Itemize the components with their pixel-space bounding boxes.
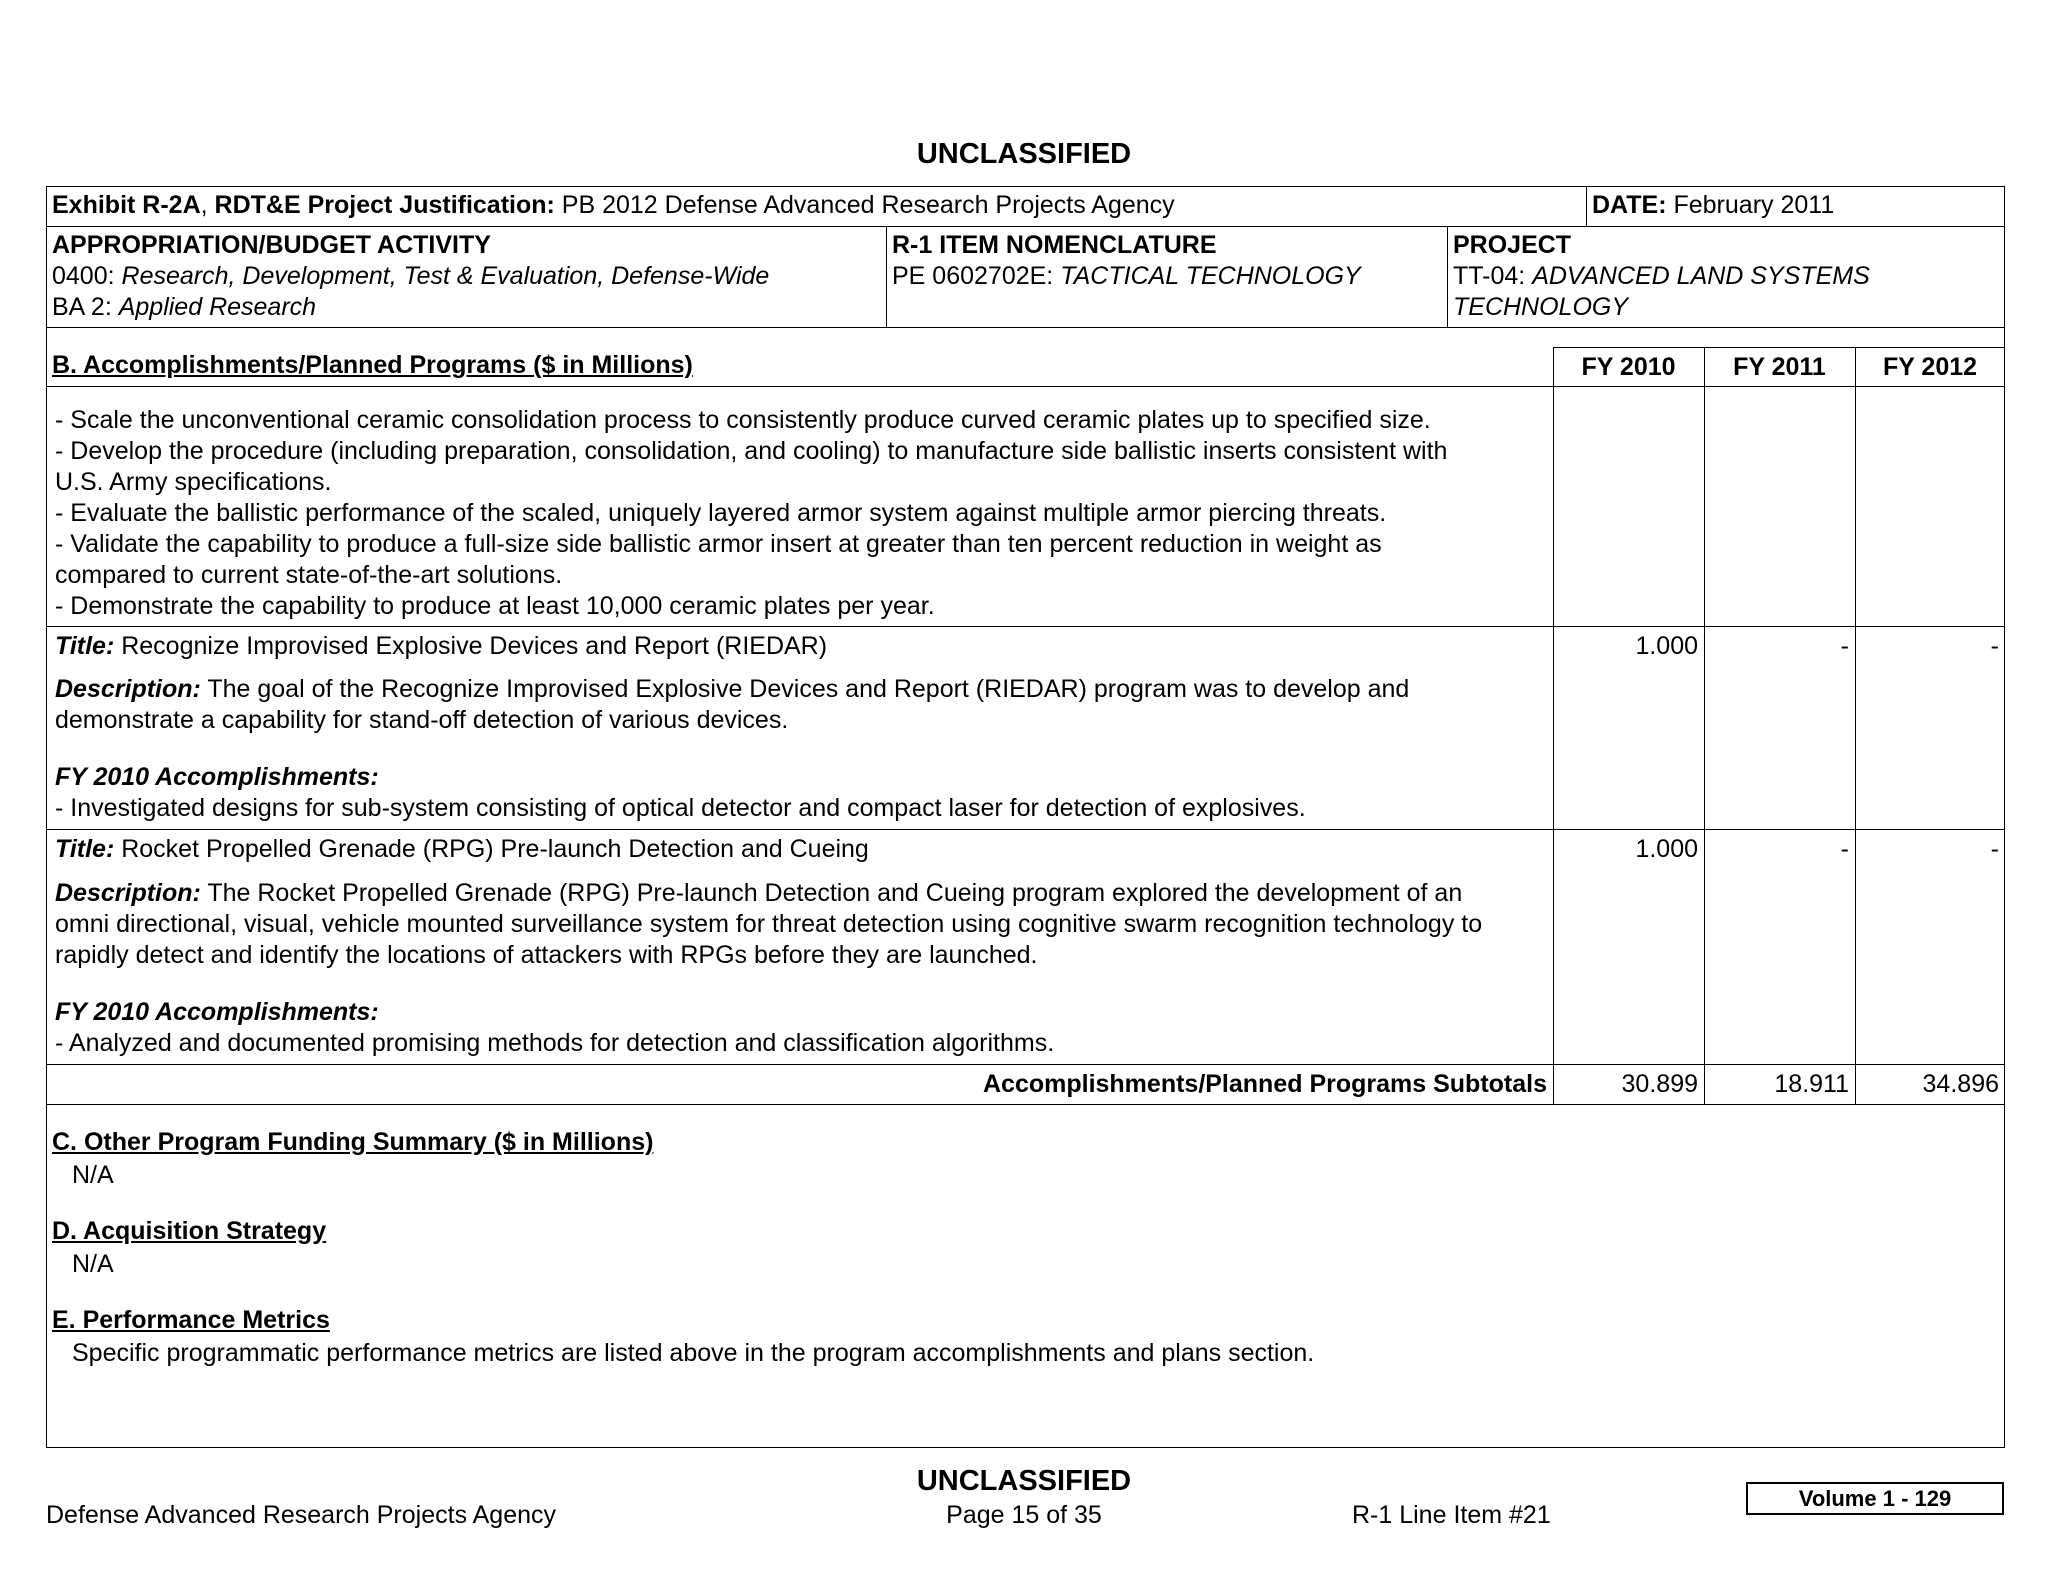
continued-accomplishments [55,405,1447,622]
program-accomplishments-riedar: FY 2010 Accomplishments: - Investigated designs for sub-system consisting of optical detector and compact laser for detection of explosives. [55,763,1306,822]
exhibit-title: Exhibit R-2A, RDT&E Project Justification: PB 2012 Defense Advanced Research Projects Agency [52,191,1175,219]
r1-nomenclature-cell: R-1 ITEM NOMENCLATURE PE 0602702E: TACTICAL TECHNOLOGY [892,231,1361,290]
divider [46,626,2005,627]
program-accomplishments-rpg: FY 2010 Accomplishments: - Analyzed and documented promising methods for detection and classification algorithms. [55,998,1055,1057]
list-item: - Demonstrate the capability to produce at least 10,000 ceramic plates per year. [55,592,935,620]
list-item: U.S. Army specifications. [55,468,332,496]
program-description-rpg: Description: The Rocket Propelled Grenade (RPG) Pre-launch Detection and Cueing program explored the development of an omni directional, visual, vehicle mounted surveillance system for threat detection using cognitive swarm recognition technology to rapidly detect and identify the locations of attackers with RPGs before they are launched. [55,879,1483,969]
program-description-riedar: Description: The goal of the Recognize Improvised Explosive Devices and Report (RIEDAR) program was to develop and demonstrate a capability for stand-off detection of various devices. [55,675,1410,734]
footer-line-item: R-1 Line Item #21 [1352,1501,1551,1529]
divider [886,226,887,327]
footer-agency: Defense Advanced Research Projects Agency [46,1501,557,1529]
divider [46,226,2005,227]
list-item: - Develop the procedure (including preparation, consolidation, and cooling) to manufacture side ballistic inserts consistent with [55,437,1448,465]
column-header-fy2012: FY 2012 [1882,353,1978,381]
divider [46,386,2005,387]
program-value-fy2010: 1.000 [1635,632,1698,660]
divider [46,829,2005,830]
project-cell: PROJECT TT-04: ADVANCED LAND SYSTEMS TECHNOLOGY [1453,231,1870,321]
divider [1704,347,1705,1104]
divider [1586,186,1587,226]
program-value-fy2011: - [1840,835,1849,863]
list-item: - Analyzed and documented promising methods for detection and classification algorithms. [55,1029,1055,1057]
divider [1855,347,1856,1104]
divider [1553,347,1554,1104]
divider [46,1104,2005,1105]
program-title-rpg: Title: Rocket Propelled Grenade (RPG) Pre-launch Detection and Cueing [55,835,869,863]
program-value-fy2012: - [1990,835,1999,863]
section-c-title: C. Other Program Funding Summary ($ in Millions) [52,1128,654,1156]
footer-volume-box: Volume 1 - 129 [1746,1482,2004,1515]
subtotal-fy2012: 34.896 [1922,1070,1999,1098]
classification-banner-top: UNCLASSIFIED [916,138,1132,170]
section-e-text: Specific programmatic performance metrics are listed above in the program accomplishments and plans section. [72,1339,1315,1367]
divider [1447,226,1448,327]
divider [46,1064,2005,1065]
section-d-title: D. Acquisition Strategy [52,1217,327,1245]
program-value-fy2010: 1.000 [1635,835,1698,863]
program-value-fy2011: - [1840,632,1849,660]
divider [1553,347,2005,348]
subtotal-fy2010: 30.899 [1621,1070,1698,1098]
section-b-title: B. Accomplishments/Planned Programs ($ in Millions) [52,351,693,379]
footer-page-number: Page 15 of 35 [946,1501,1102,1529]
classification-banner-bottom: UNCLASSIFIED [916,1465,1132,1497]
divider [46,327,2005,328]
section-c-text: N/A [72,1161,114,1189]
exhibit-date: DATE: February 2011 [1592,191,1835,219]
program-value-fy2012: - [1990,632,1999,660]
appropriation-cell: APPROPRIATION/BUDGET ACTIVITY 0400: Research, Development, Test & Evaluation, Defense-Wide BA 2: Applied Research [52,231,770,321]
list-item: compared to current state-of-the-art solutions. [55,561,563,589]
column-header-fy2010: FY 2010 [1581,353,1676,381]
section-d-text: N/A [72,1250,114,1278]
list-item: - Validate the capability to produce a full-size side ballistic armor insert at greater than ten percent reduction in weight as [55,530,1382,558]
section-e-title: E. Performance Metrics [52,1306,330,1334]
list-item: - Evaluate the ballistic performance of the scaled, uniquely layered armor system against multiple armor piercing threats. [55,499,1387,527]
column-header-fy2011: FY 2011 [1733,353,1826,381]
subtotal-fy2011: 18.911 [1774,1070,1849,1098]
program-title-riedar: Title: Recognize Improvised Explosive Devices and Report (RIEDAR) [55,632,828,660]
subtotal-label: Accomplishments/Planned Programs Subtotals [982,1070,1547,1098]
list-item: - Scale the unconventional ceramic consolidation process to consistently produce curved ceramic plates up to specified size. [55,406,1431,434]
list-item: - Investigated designs for sub-system consisting of optical detector and compact laser for detection of explosives. [55,794,1306,822]
